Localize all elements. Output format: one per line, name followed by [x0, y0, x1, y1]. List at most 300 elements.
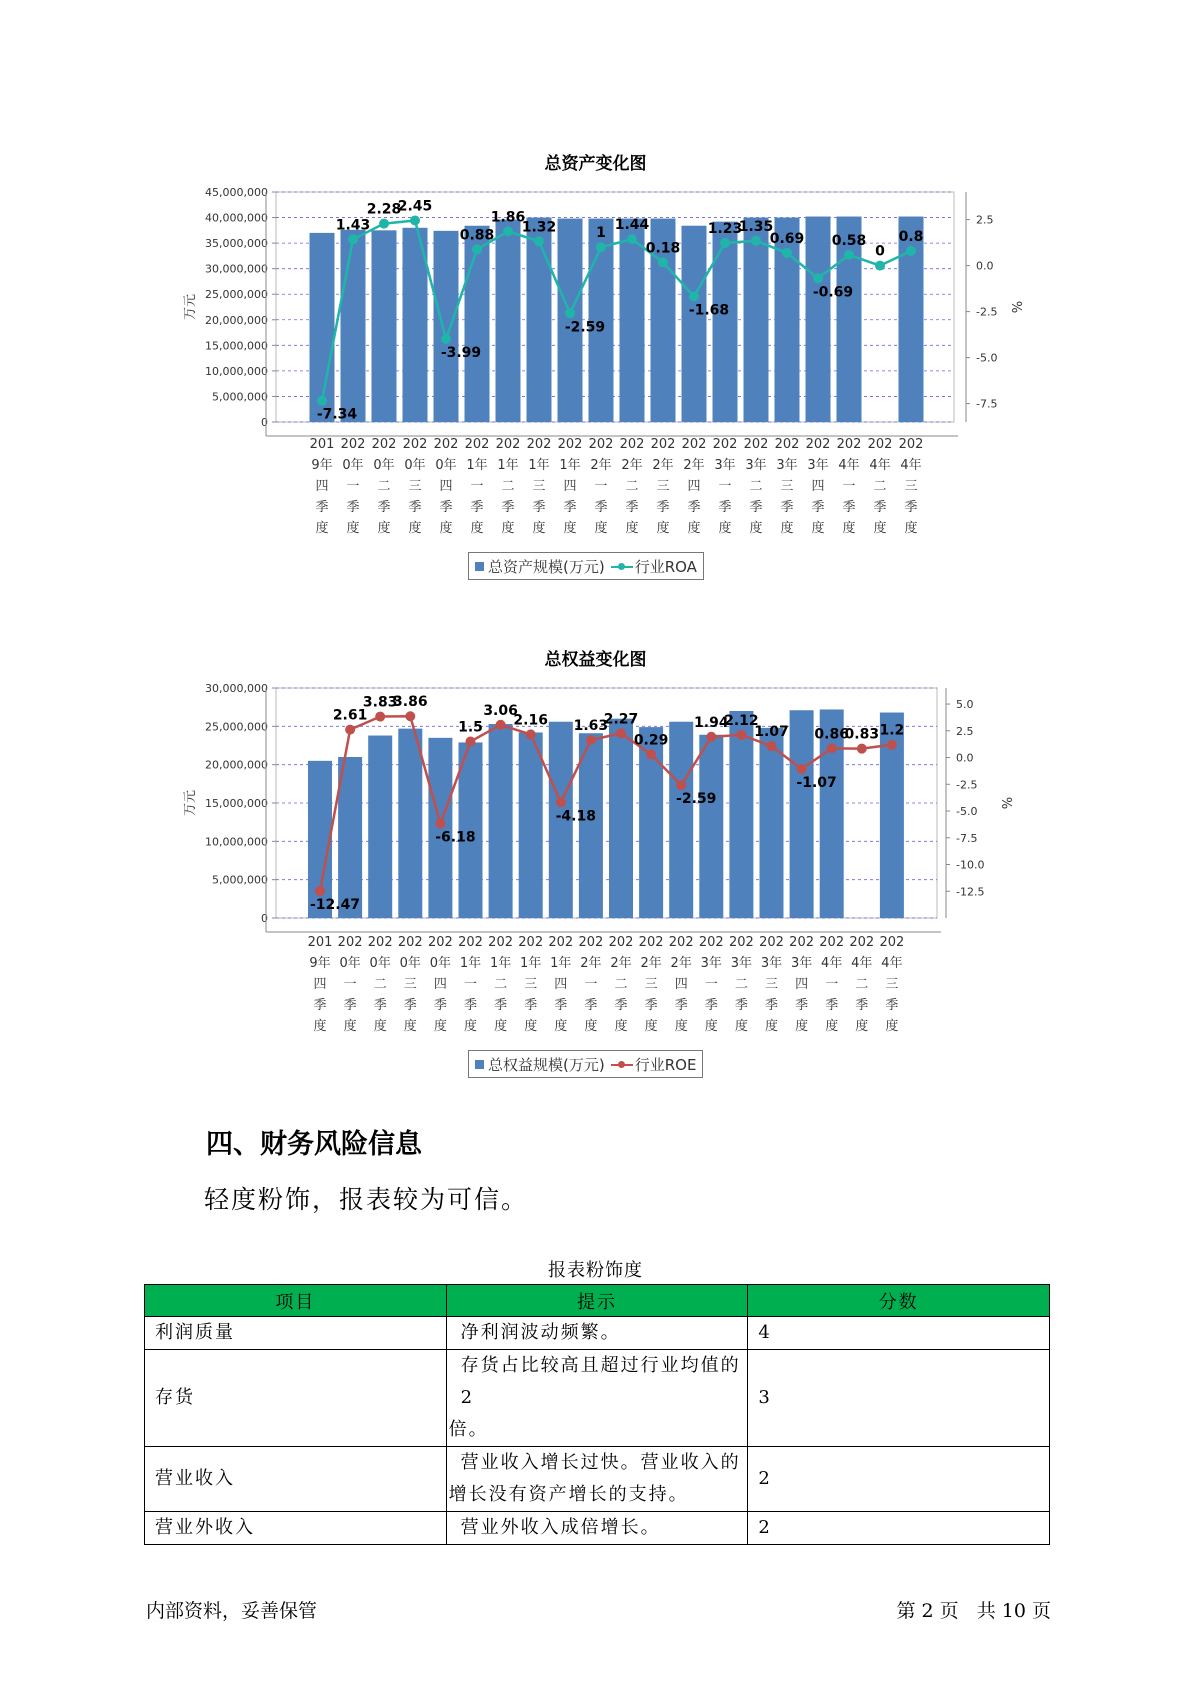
data-label: 3.86: [393, 694, 428, 711]
data-label: 1.23: [707, 220, 743, 237]
left-axis-label: 万元: [183, 789, 198, 817]
category-label: 3年: [730, 956, 753, 971]
data-label: 1.35: [738, 218, 774, 235]
category-label: 季: [873, 500, 887, 515]
data-label: 2.61: [332, 707, 368, 724]
header-item: 项目: [145, 1285, 447, 1317]
category-label: 度: [795, 1019, 809, 1034]
data-label: 1.43: [335, 217, 371, 234]
category-label: 季: [734, 998, 748, 1013]
line-point: [410, 216, 420, 226]
category-label: 1年: [520, 956, 542, 971]
category-label: 季: [764, 998, 779, 1013]
line-point: [315, 886, 325, 896]
category-label: 2年: [590, 458, 612, 473]
category-label: 四: [313, 977, 327, 992]
category-label: 季: [313, 998, 327, 1013]
category-label: 度: [873, 521, 887, 536]
left-tick-label: 30,000,000: [205, 262, 268, 276]
line-point: [797, 764, 807, 774]
category-label: 季: [433, 998, 447, 1013]
category-label: 2年: [580, 956, 602, 971]
category-label: 度: [855, 1019, 869, 1034]
category-label: 一: [346, 479, 360, 494]
category-label: 度: [625, 521, 639, 536]
bar: [341, 230, 366, 422]
risk-table: [144, 1284, 1050, 1545]
category-label: 4年: [881, 956, 903, 971]
right-tick-label: -7.5: [976, 397, 998, 411]
category-label: 202: [557, 437, 583, 452]
category-label: 度: [825, 1019, 839, 1034]
header-score: 分数: [748, 1285, 1050, 1317]
row-item: 利润质量: [145, 1317, 447, 1350]
line-point: [627, 234, 637, 244]
right-axis-label: %: [1008, 300, 1023, 314]
section-title: 四、财务风险信息: [206, 1129, 422, 1160]
category-label: 四: [811, 479, 825, 494]
category-label: 二: [377, 479, 391, 494]
left-tick-label: 10,000,000: [205, 835, 268, 849]
data-label: -0.69: [812, 284, 854, 301]
data-label: 1.07: [754, 724, 789, 741]
category-label: 0年: [399, 956, 421, 971]
category-label: 四: [795, 977, 809, 992]
bar: [790, 710, 814, 918]
bar: [368, 736, 392, 918]
category-label: 3年: [790, 956, 813, 971]
category-label: 1年: [489, 956, 512, 971]
category-label: 二: [625, 479, 639, 494]
category-label: 202: [495, 437, 521, 452]
bar: [434, 231, 459, 422]
category-label: 季: [554, 998, 568, 1013]
category-label: 季: [373, 998, 387, 1013]
category-label: 季: [885, 998, 899, 1013]
category-label: 季: [470, 500, 484, 515]
table-header-row: [145, 1285, 1050, 1317]
category-label: 2年: [670, 956, 692, 971]
right-tick-label: -2.5: [956, 778, 978, 792]
category-label: 度: [904, 521, 918, 536]
category-label: 3年: [807, 458, 829, 473]
category-label: 一: [470, 479, 484, 494]
category-label: 度: [494, 1019, 508, 1034]
data-label: 2.27: [603, 711, 639, 728]
category-label: 二: [494, 977, 508, 992]
category-label: 四: [439, 479, 453, 494]
line-point: [827, 743, 837, 753]
hint-line: 营业收入增长过快。营业收入的: [460, 1452, 741, 1473]
data-label: 1.44: [614, 217, 650, 234]
left-tick-label: 20,000,000: [205, 758, 268, 772]
data-label: 0.83: [844, 726, 880, 743]
data-label: 0.86: [814, 726, 849, 743]
category-label: 3年: [760, 956, 783, 971]
line-point: [751, 236, 761, 246]
right-tick-label: 0.0: [956, 751, 974, 765]
category-label: 度: [734, 1019, 748, 1034]
category-label: 度: [433, 1019, 447, 1034]
category-label: 三: [764, 977, 779, 992]
right-tick-label: 2.5: [976, 213, 994, 227]
category-label: 202: [805, 437, 831, 452]
bar: [806, 217, 831, 422]
row-score: 2: [748, 1512, 1050, 1545]
right-tick-label: 2.5: [956, 724, 974, 738]
legend-bar-swatch: [475, 562, 484, 571]
bar: [744, 218, 769, 422]
line-point: [767, 741, 777, 751]
category-label: 季: [625, 500, 639, 515]
table-row: [145, 1350, 1050, 1447]
right-axis-label: %: [998, 796, 1013, 810]
data-label: 0.58: [831, 232, 867, 249]
category-label: 度: [842, 521, 856, 536]
legend-bar-swatch: [475, 1060, 484, 1069]
category-label: 1年: [559, 458, 581, 473]
data-label: -6.18: [435, 829, 476, 846]
category-label: 季: [749, 500, 763, 515]
line-point: [906, 246, 916, 256]
bar: [760, 728, 784, 918]
category-label: 二: [373, 977, 387, 992]
category-label: 4年: [851, 956, 873, 971]
category-label: 季: [594, 500, 608, 515]
category-label: 202: [433, 437, 459, 452]
category-label: 3年: [776, 458, 798, 473]
right-tick-label: -5.0: [956, 805, 978, 819]
category-label: 度: [749, 521, 763, 536]
category-label: 202: [668, 935, 694, 950]
line-point: [345, 725, 355, 735]
left-tick-label: 10,000,000: [205, 364, 268, 378]
category-label: 202: [819, 935, 845, 950]
category-label: 202: [488, 935, 514, 950]
right-tick-label: -12.5: [956, 885, 985, 899]
chart-legend-assets: [468, 552, 704, 580]
category-label: 4年: [869, 458, 891, 473]
bar: [519, 732, 543, 918]
category-label: 2年: [640, 956, 662, 971]
category-label: 202: [402, 437, 428, 452]
data-label: -1.07: [796, 774, 837, 791]
left-tick-label: 5,000,000: [212, 390, 268, 404]
category-label: 度: [584, 1019, 598, 1034]
category-label: 202: [337, 935, 363, 950]
bar: [609, 719, 633, 918]
category-label: 202: [608, 935, 634, 950]
category-label: 三: [885, 977, 899, 992]
right-tick-label: 0.0: [976, 259, 994, 273]
row-hint: [446, 1350, 748, 1447]
category-label: 季: [614, 998, 628, 1013]
left-tick-label: 20,000,000: [205, 313, 268, 327]
footer-confidential: 内部资料，妥善保管: [146, 1600, 318, 1622]
category-label: 202: [743, 437, 769, 452]
risk-summary: 轻度粉饰，报表较为可信。: [204, 1185, 529, 1214]
line-point: [466, 736, 476, 746]
line-point: [646, 749, 656, 759]
category-label: 2年: [683, 458, 705, 473]
category-label: 201: [307, 935, 333, 950]
line-point: [676, 780, 686, 790]
category-label: 一: [343, 977, 357, 992]
line-point: [405, 711, 415, 721]
bar: [682, 226, 707, 422]
category-label: 三: [524, 977, 538, 992]
left-tick-label: 25,000,000: [205, 288, 268, 302]
hint-line: 倍。: [448, 1419, 489, 1440]
left-axis-label: 万元: [183, 293, 198, 321]
data-label: 0.29: [633, 732, 669, 749]
category-label: 202: [367, 935, 393, 950]
left-tick-label: 0: [261, 416, 268, 429]
bar: [669, 722, 693, 918]
table-caption: 报表粉饰度: [548, 1260, 643, 1281]
category-label: 二: [501, 479, 515, 494]
category-label: 202: [774, 437, 800, 452]
category-label: 度: [313, 1019, 327, 1034]
category-label: 季: [343, 998, 357, 1013]
category-label: 季: [704, 998, 718, 1013]
row-item: 营业收入: [145, 1447, 447, 1512]
category-label: 202: [789, 935, 815, 950]
data-label: 1.94: [694, 714, 729, 731]
category-label: 四: [674, 977, 688, 992]
bar: [310, 233, 335, 422]
category-label: 度: [704, 1019, 718, 1034]
category-label: 202: [879, 935, 905, 950]
category-label: 一: [463, 977, 478, 992]
category-label: 三: [656, 479, 670, 494]
line-point: [887, 740, 897, 750]
category-label: 季: [524, 998, 538, 1013]
data-label: -12.47: [309, 896, 361, 913]
category-label: 四: [687, 479, 701, 494]
footer-page-number: 第 2 页 共 10 页: [896, 1600, 1051, 1622]
category-label: 四: [433, 977, 447, 992]
category-label: 0年: [373, 458, 395, 473]
category-label: 202: [371, 437, 397, 452]
bar: [699, 735, 723, 918]
category-label: 202: [712, 437, 738, 452]
bar: [527, 218, 552, 422]
category-label: 202: [588, 437, 614, 452]
category-label: 0年: [429, 956, 452, 971]
data-label: 0.8: [898, 228, 924, 245]
line-point: [441, 334, 451, 344]
data-label: -2.59: [676, 791, 717, 808]
category-label: 9年: [311, 458, 333, 473]
bar: [465, 226, 490, 422]
category-label: 度: [377, 521, 391, 536]
category-label: 度: [343, 1019, 357, 1034]
chart-title-equity: 总权益变化图: [544, 650, 647, 670]
data-label: -2.59: [564, 319, 606, 336]
category-label: 度: [373, 1019, 387, 1034]
table-row: [145, 1512, 1050, 1545]
bar: [713, 222, 738, 422]
data-label: 2.45: [397, 198, 433, 215]
category-label: 季: [718, 500, 732, 515]
category-label: 4年: [900, 458, 922, 473]
category-label: 二: [873, 479, 887, 494]
category-label: 一: [718, 479, 732, 494]
category-label: 季: [825, 998, 839, 1013]
bar: [398, 729, 422, 918]
category-label: 4年: [821, 956, 843, 971]
category-label: 9年: [309, 956, 331, 971]
category-label: 季: [855, 998, 869, 1013]
category-label: 度: [403, 1019, 417, 1034]
left-tick-label: 35,000,000: [205, 237, 268, 251]
category-label: 一: [825, 977, 839, 992]
row-hint: [446, 1512, 748, 1545]
line-point: [782, 248, 792, 258]
category-label: 四: [563, 479, 577, 494]
line-point: [435, 819, 445, 829]
line-point: [586, 735, 596, 745]
data-label: 1.5: [458, 719, 483, 736]
category-label: 度: [532, 521, 546, 536]
line-point: [689, 292, 699, 302]
category-label: 0年: [435, 458, 457, 473]
data-label: 1.63: [573, 718, 609, 735]
data-label: 3.06: [483, 702, 518, 719]
line-point: [596, 242, 606, 252]
bar: [489, 724, 513, 918]
category-label: 202: [759, 935, 784, 950]
left-tick-label: 40,000,000: [205, 211, 268, 225]
line-point: [496, 720, 506, 730]
data-label: -1.68: [688, 302, 730, 319]
category-label: 度: [501, 521, 515, 536]
row-item: 营业外收入: [145, 1512, 447, 1545]
data-label: 2.12: [724, 712, 759, 729]
hint-line: 增长没有资产增长的支持。: [448, 1484, 689, 1505]
category-label: 三: [780, 479, 794, 494]
category-label: 季: [346, 500, 360, 515]
category-label: 度: [885, 1019, 899, 1034]
chart-title-assets: 总资产变化图: [544, 154, 647, 174]
category-label: 2年: [610, 956, 632, 971]
category-label: 度: [594, 521, 608, 536]
bar: [729, 711, 753, 918]
bar: [372, 230, 397, 422]
category-label: 202: [340, 437, 366, 452]
data-label: 1.32: [521, 219, 557, 236]
row-item: 存货: [145, 1350, 447, 1447]
category-label: 季: [439, 500, 453, 515]
category-label: 202: [427, 935, 453, 950]
category-label: 季: [532, 500, 546, 515]
legend-bar-label: 总资产规模(万元): [488, 557, 605, 576]
line-point: [534, 236, 544, 246]
right-tick-label: 5.0: [956, 698, 974, 712]
left-tick-label: 45,000,000: [205, 186, 268, 199]
hint-line: 营业外收入成倍增长。: [460, 1517, 661, 1538]
line-point: [348, 234, 358, 244]
category-label: 度: [811, 521, 825, 536]
category-label: 度: [614, 1019, 628, 1034]
category-label: 度: [718, 521, 732, 536]
legend-line-swatch: [611, 1060, 633, 1069]
category-label: 四: [315, 479, 329, 494]
category-label: 201: [309, 437, 335, 452]
category-label: 0年: [369, 956, 391, 971]
category-label: 季: [644, 998, 658, 1013]
data-label: 0.18: [645, 240, 681, 257]
right-tick-label: -2.5: [976, 305, 998, 319]
category-label: 度: [563, 521, 577, 536]
data-label: -7.34: [316, 406, 358, 423]
category-label: 度: [408, 521, 422, 536]
category-label: 四: [554, 977, 568, 992]
category-label: 202: [397, 935, 423, 950]
category-label: 二: [614, 977, 628, 992]
category-label: 202: [638, 935, 664, 950]
category-label: 2年: [652, 458, 674, 473]
data-label: 0.69: [769, 230, 805, 247]
category-label: 三: [644, 977, 658, 992]
category-label: 度: [780, 521, 794, 536]
category-label: 一: [704, 977, 718, 992]
category-label: 度: [764, 1019, 779, 1034]
category-label: 202: [728, 935, 754, 950]
category-label: 季: [584, 998, 598, 1013]
category-label: 0年: [342, 458, 364, 473]
category-label: 季: [501, 500, 515, 515]
line-point: [706, 732, 716, 742]
category-label: 二: [734, 977, 748, 992]
category-label: 度: [687, 521, 701, 536]
category-label: 一: [584, 977, 598, 992]
data-label: 2.16: [513, 712, 548, 729]
line-point: [875, 261, 885, 271]
category-label: 季: [656, 500, 670, 515]
chart-legend-equity: [468, 1050, 703, 1078]
right-tick-label: -7.5: [956, 831, 978, 845]
category-label: 202: [526, 437, 552, 452]
line-point: [720, 238, 730, 248]
category-label: 202: [619, 437, 645, 452]
legend-bar-label: 总权益规模(万元): [488, 1055, 605, 1074]
data-label: 0.88: [459, 227, 495, 244]
line-point: [857, 744, 867, 754]
legend-line-label: 行业ROE: [634, 1055, 697, 1074]
category-label: 度: [463, 1019, 478, 1034]
line-point: [472, 244, 482, 254]
line-point: [736, 730, 746, 740]
category-label: 季: [494, 998, 508, 1013]
legend-line-label: 行业ROA: [634, 557, 697, 576]
category-label: 三: [532, 479, 546, 494]
category-label: 202: [548, 935, 574, 950]
category-label: 4年: [838, 458, 860, 473]
category-label: 季: [403, 998, 417, 1013]
category-label: 季: [904, 500, 918, 515]
data-label: 3.83: [362, 694, 398, 711]
data-label: 1: [596, 225, 606, 242]
category-label: 度: [439, 521, 453, 536]
category-label: 1年: [550, 956, 572, 971]
category-label: 202: [650, 437, 676, 452]
hint-line: 净利润波动频繁。: [460, 1322, 621, 1343]
category-label: 度: [470, 521, 484, 536]
left-tick-label: 5,000,000: [212, 873, 268, 887]
category-label: 季: [674, 998, 688, 1013]
